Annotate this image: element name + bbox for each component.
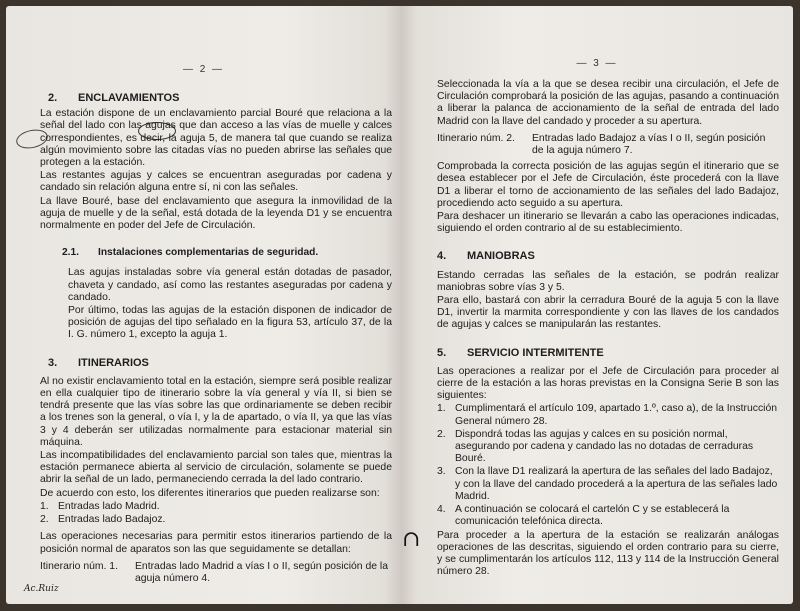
paragraph: Las agujas instaladas sobre vía general están dotadas de pasador, chaveta y candado, así como las restantes aseguradas por cadena y candado. (68, 267, 392, 303)
paragraph: Comprobada la correcta posición de las agujas según el itinerario que se desea establecer por el Jefe de Circulación, éste procederá con la llave D1 a liberar el torno de accionamiento de las señales del lado Badajoz, procediendo acto seguido a su apertura. (437, 161, 779, 209)
subsection-heading: 2.1. Instalaciones complementarias de seguridad. (62, 247, 319, 259)
paragraph: La estación dispone de un enclavamiento parcial Bouré que relaciona a la señal del lado con las agujas que dan acceso a las vías de muelle y calces correspondientes, es decir, la aguja 5, de manera tal que cuando se realiza algún movimiento sobre las citadas vías no pueden abrirse las señales que protegen a la estación. (40, 108, 392, 169)
section-heading: 5. SERVICIO INTERMITENTE (437, 346, 604, 359)
left-page-content (40, 92, 392, 585)
list-item: 3. Con la llave D1 realizará la apertura de las señales del lado Badajoz, y con la llave del candado procederá a la apertura de las señales lado Madrid. (437, 466, 778, 502)
handwritten-margin-mark: ∩ (402, 527, 421, 552)
paragraph: Por último, todas las agujas de la estación disponen de indicador de posición de agujas del tipo señalado en la figura 53, artículo 37, de la I. G. número 1, excepto la aguja 1. (68, 305, 392, 341)
right-page-content (437, 79, 779, 579)
itinerary-entry: Itinerario núm. 2. Entradas lado Badajoz a vías I o II, según posición de la aguja número 7. (437, 132, 766, 157)
paragraph: De acuerdo con esto, los diferentes itinerarios que pueden realizarse son: (40, 487, 380, 499)
paragraph: Para ello, bastará con abrir la cerradura Bouré de la aguja 5 con la llave D1, invertir la marmita correspondiente y con las llaves de los candados de agujas y calces se manipularán las restantes. (437, 295, 779, 331)
handwritten-signature: Ac.Ruiz (24, 584, 59, 594)
list-item: 2. Dispondrá todas las agujas y calces en su posición normal, asegurando por cadena y candado las no dotadas de cerraduras Bouré. (437, 428, 754, 465)
page-number: — 3 — (576, 58, 618, 69)
paragraph: Seleccionada la vía a la que se desea recibir una circulación, el Jefe de Circulación comprobará la posición de las agujas, pasando a continuación a liberar la palanca de accionamiento de la señal de entrada del lado Madrid con la llave del candado y proceder a su apertura. (437, 79, 779, 127)
paragraph: Para proceder a la apertura de la estación se realizarán análogas operaciones de las descritas, siguiendo el orden contrario para su cierre, y se cumplimentarán los artículos 112, 113 y 114 de la Instrucción General número 28. (437, 529, 779, 578)
paragraph: La llave Bouré, base del enclavamiento que asegura la inmovilidad de la aguja de muelle y de la señal, está dotada de la leyenda D1 y se encuentra normalmente en poder del Jefe de Circulación. (40, 195, 392, 232)
itinerary-entry: Itinerario núm. 1. Entradas lado Madrid a vías I o II, según posición de la aguja número 4. (40, 560, 388, 584)
page-number: — 2 — (182, 64, 225, 75)
list-item: 1. Entradas lado Madrid. (40, 500, 160, 512)
paragraph: Las incompatibilidades del enclavamiento parcial son tales que, mientras la estación permanece abierta al servicio de circulación, solamente se puede abrir la señal de un lado, permaneciendo cerrada la del lado contrario. (40, 450, 392, 486)
list-item: 4. A continuación se colocará el cartelón C y se establecerá la comunicación telefónica directa. (437, 504, 730, 528)
paragraph: Al no existir enclavamiento total en la estación, siempre será posible realizar en ella cualquier tipo de itinerario sobre la vía general y vía II, si bien se tendrá presente que las vías sobre las que ordinariamente se deben recibir a los trenes son la general, o vía I, y la de apartado, o vía II, ya que las vías 3 y 4 deberán ser utilizadas normalmente para estacionar material sin máquina. (40, 375, 392, 448)
list-item: 2. Entradas lado Badajoz. (40, 514, 166, 526)
paragraph: Las operaciones a realizar por el Jefe de Circulación para proceder al cierre de la estación a las horas previstas en la Consigna Serie B son las siguientes: (437, 365, 779, 402)
paragraph: Las operaciones necesarias para permitir estos itinerarios partiendo de la posición normal de aparatos son las que seguidamente se detallan: (40, 531, 392, 555)
section-heading: 3. ITINERARIOS (48, 356, 149, 369)
section-heading: 2. ENCLAVAMIENTOS (48, 92, 180, 104)
right-page (401, 6, 793, 604)
list-item: 1. Cumplimentará el artículo 109, apartado 1.º, caso a), de la Instrucción General número 28. (437, 403, 778, 427)
section-heading: 4. MANIOBRAS (437, 250, 535, 263)
paragraph: Estando cerradas las señales de la estación, se podrán realizar maniobras sobre vías 3 y 5. (437, 269, 779, 293)
left-page (6, 6, 401, 604)
paragraph: Para deshacer un itinerario se llevarán a cabo las operaciones indicadas, siguiendo el orden contrario al de su establecimiento. (437, 211, 779, 235)
paragraph: Las restantes agujas y calces se encuentran aseguradas por cadena y candado sin relación alguna entre sí, ni con las señales. (40, 170, 392, 194)
